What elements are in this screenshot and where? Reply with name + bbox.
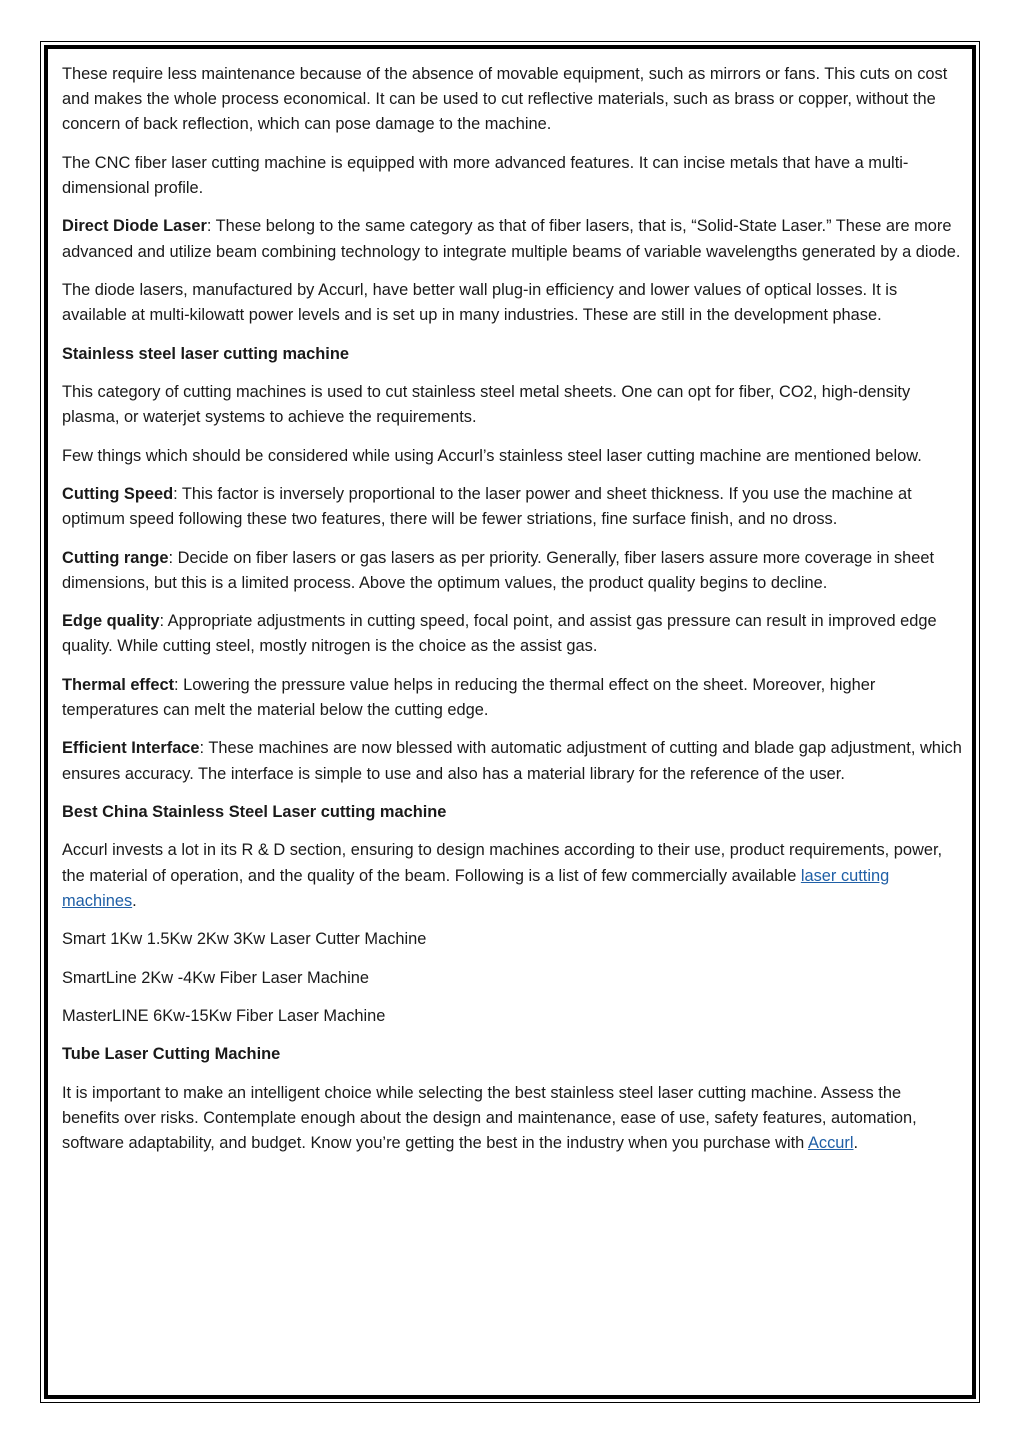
paragraph-thermal-effect [62,673,962,723]
accurl-invests-text: Accurl invests a lot in its R & D section, ensuring to design machines according to their use, product requirements, power, the material of operation, and the quality of the beam. Following is a list of few commercially available [62,841,943,885]
efficient-interface-description: : These machines are now blessed with automatic adjustment of cutting and blade gap adjustment, which ensures accuracy. The interface is simple to use and also has a material library for the reference of the user. [62,739,962,783]
paragraph-cutting-range [62,546,962,596]
term-cutting-range: Cutting range [62,548,169,567]
paragraph-efficient-interface [62,736,962,786]
final-text: It is important to make an intelligent choice while selecting the best stainless steel laser cutting machine. Assess the benefits over risks. Contemplate enough about the design and maintenance, ease of use, safety features, automation, software adaptability, and budget. Know you’re getting the best in the industry when you purchase with [62,1083,917,1153]
product-item: SmartLine 2Kw -4Kw Fiber Laser Machine [62,968,369,987]
paragraph-final [62,1081,962,1157]
heading-tube-laser [62,1042,962,1067]
paragraph-maintenance: These require less maintenance because of the absence of movable equipment, such as mirrors or fans. This cuts on cost and makes the whole process economical. It can be used to cut reflective materials, such as brass or copper, without the concern of back reflection, which can pose damage to the machine. [62,65,948,134]
product-item: Smart 1Kw 1.5Kw 2Kw 3Kw Laser Cutter Machine [62,930,427,949]
term-edge-quality: Edge quality [62,612,160,631]
heading-best-china [62,800,962,825]
heading-tube-laser-text: Tube Laser Cutting Machine [62,1045,281,1064]
paragraph-cutting-speed [62,482,962,532]
direct-diode-description: : These belong to the same category as that of fiber lasers, that is, “Solid-State Laser.” These are more advanced and utilize beam combining technology to integrate multiple beams of variable wavelengths generated by a diode. [62,217,961,261]
paragraph-cutting-category: This category of cutting machines is used to cut stainless steel metal sheets. One can opt for fiber, CO2, high-density plasma, or waterjet systems to achieve the requirements. [62,382,911,427]
heading-stainless-steel-text: Stainless steel laser cutting machine [62,344,349,363]
term-efficient-interface: Efficient Interface [62,739,200,758]
term-cutting-speed: Cutting Speed [62,484,174,503]
product-item: MasterLINE 6Kw-15Kw Fiber Laser Machine [62,1006,386,1025]
laser-cutting-machines-link[interactable]: laser cutting machines [62,866,890,910]
thermal-effect-description: : Lowering the pressure value helps in reducing the thermal effect on the sheet. Moreover, higher temperatures can melt the material below the cutting edge. [62,675,876,719]
cutting-speed-description: : This factor is inversely proportional to the laser power and sheet thickness. If you use the machine at optimum speed following these two features, there will be fewer striations, fine surface finish, and no dross. [62,484,912,529]
paragraph-diode-lasers: The diode lasers, manufactured by Accurl, have better wall plug-in efficiency and lower values of optical losses. It is available at multi-kilowatt power levels and is set up in many industries. These are still in the development phase. [62,280,898,325]
final-period: . [853,1134,859,1153]
term-direct-diode-laser: Direct Diode Laser [62,217,207,236]
accurl-link[interactable]: Accurl [807,1134,854,1153]
term-thermal-effect: Thermal effect [62,675,175,694]
heading-best-china-text: Best China Stainless Steel Laser cutting machine [62,802,447,821]
paragraph-few-things: Few things which should be considered while using Accurl’s stainless steel laser cutting machine are mentioned below. [62,446,922,465]
edge-quality-description: : Appropriate adjustments in cutting speed, focal point, and assist gas pressure can result in improved edge quality. While cutting steel, mostly nitrogen is the choice as the assist gas. [62,612,937,656]
paragraph-cnc-fiber: The CNC fiber laser cutting machine is equipped with more advanced features. It can incise metals that have a multi-dimensional profile. [62,153,909,197]
paragraph-direct-diode [62,214,962,264]
paragraph-accurl-invests [62,838,962,914]
accurl-invests-period: . [132,891,137,910]
document-body [62,62,962,1169]
cutting-range-description: : Decide on fiber lasers or gas lasers as per priority. Generally, fiber lasers assure more coverage in sheet dimensions, but this is a limited process. Above the optimum values, the product quality begins to decline. [62,548,935,592]
paragraph-edge-quality [62,609,962,659]
heading-stainless-steel [62,342,962,367]
